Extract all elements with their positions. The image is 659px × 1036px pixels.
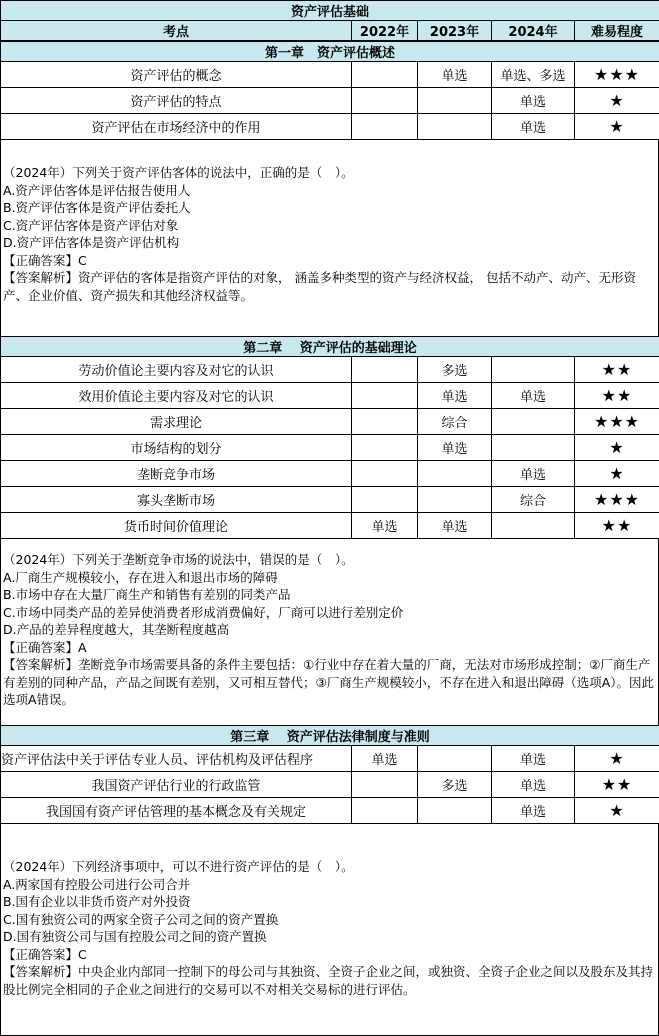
year-2024-cell: 单选 <box>492 772 575 798</box>
topic-cell: 劳动价值论主要内容及对它的认识 <box>1 357 352 383</box>
option-a: A.两家国有控股公司进行公司合并 <box>3 876 656 894</box>
chapter-1-question <box>0 140 659 336</box>
topic-cell: 我国资产评估行业的行政监管 <box>1 772 352 798</box>
year-2022-cell <box>352 357 418 383</box>
difficulty-stars: ★★ <box>575 772 659 798</box>
option-c: C.资产评估客体是资产评估对象 <box>3 217 656 235</box>
table-row <box>1 383 659 409</box>
year-2023-cell: 单选 <box>418 513 492 539</box>
year-2024-cell: 单选 <box>492 461 575 487</box>
difficulty-stars: ★★★ <box>575 409 659 435</box>
year-2024-cell <box>492 513 575 539</box>
table-row <box>1 114 659 140</box>
correct-answer: 【正确答案】C <box>3 946 656 964</box>
topic-cell: 市场结构的划分 <box>1 435 352 461</box>
topic-cell: 资产评估在市场经济中的作用 <box>1 114 352 140</box>
difficulty-stars: ★ <box>575 746 659 772</box>
year-2022-cell <box>352 88 418 114</box>
difficulty-stars: ★★ <box>575 357 659 383</box>
table-row <box>1 772 659 798</box>
topic-cell: 货币时间价值理论 <box>1 513 352 539</box>
option-d: D.资产评估客体是资产评估机构 <box>3 234 656 252</box>
year-2024-cell: 单选 <box>492 88 575 114</box>
table-row <box>1 409 659 435</box>
year-2022-cell <box>352 487 418 513</box>
column-header-difficulty: 难易程度 <box>575 21 659 41</box>
question-stem: （2024年）下列经济事项中，可以不进行资产评估的是（ ）。 <box>3 858 656 876</box>
year-2024-cell: 单选、多选 <box>492 62 575 88</box>
year-2022-cell <box>352 114 418 140</box>
table-row <box>1 461 659 487</box>
difficulty-stars: ★ <box>575 798 659 824</box>
table-row <box>1 435 659 461</box>
chapter-1-table <box>0 41 659 140</box>
answer-analysis: 【答案解析】中央企业内部同一控制下的母公司与其独资、全资子企业之间，或独资、全资子企业之间以及股东及其持股比例完全相同的子企业之间进行的交易可以不对相关交易标的进行评估。 <box>3 963 656 998</box>
document-title: 资产评估基础 <box>1 1 659 21</box>
topic-cell: 寡头垄断市场 <box>1 487 352 513</box>
option-c: C.市场中同类产品的差异使消费者形成消费偏好，厂商可以进行差别定价 <box>3 604 656 622</box>
table-row <box>1 746 659 772</box>
year-2022-cell <box>352 798 418 824</box>
year-2023-cell: 多选 <box>418 772 492 798</box>
year-2023-cell <box>418 461 492 487</box>
option-d: D.国有独资公司与国有控股公司之间的资产置换 <box>3 928 656 946</box>
column-header-2024: 2024年 <box>492 21 575 41</box>
difficulty-stars: ★ <box>575 435 659 461</box>
option-a: A.厂商生产规模较小，存在进入和退出市场的障碍 <box>3 569 656 587</box>
year-2023-cell: 综合 <box>418 409 492 435</box>
topic-cell: 需求理论 <box>1 409 352 435</box>
difficulty-stars: ★★ <box>575 513 659 539</box>
year-2023-cell <box>418 487 492 513</box>
topic-cell: 资产评估的概念 <box>1 62 352 88</box>
year-2024-cell: 单选 <box>492 746 575 772</box>
year-2024-cell <box>492 409 575 435</box>
correct-answer: 【正确答案】C <box>3 252 656 270</box>
chapter-1-title: 第一章 资产评估概述 <box>1 42 659 62</box>
year-2022-cell <box>352 383 418 409</box>
table-row <box>1 513 659 539</box>
year-2022-cell: 单选 <box>352 746 418 772</box>
year-2024-cell: 单选 <box>492 383 575 409</box>
year-2024-cell: 综合 <box>492 487 575 513</box>
year-2022-cell <box>352 772 418 798</box>
year-2024-cell: 单选 <box>492 798 575 824</box>
option-c: C.国有独资公司的两家全资子公司之间的资产置换 <box>3 911 656 929</box>
topic-cell: 资产评估的特点 <box>1 88 352 114</box>
option-d: D.产品的差异程度越大，其垄断程度越高 <box>3 621 656 639</box>
table-row <box>1 357 659 383</box>
chapter-3-title: 第三章 资产评估法律制度与准则 <box>1 726 659 746</box>
year-2022-cell <box>352 461 418 487</box>
answer-analysis: 【答案解析】资产评估的客体是指资产评估的对象， 涵盖多种类型的资产与经济权益， 包括不动产、动产、无形资产、企业价值、资产损失和其他经济权益等。 <box>3 269 656 304</box>
answer-analysis: 【答案解析】垄断竞争市场需要具备的条件主要包括：①行业中存在着大量的厂商，无法对市场形成控制；②厂商生产有差别的同种产品，产品之间既有差别，又可相互替代；③厂商生产规模较小，不存在进入和退出障碍（选项A）。因此选项A错误。 <box>3 656 656 709</box>
year-2023-cell: 单选 <box>418 383 492 409</box>
option-b: B.市场中存在大量厂商生产和销售有差别的同类产品 <box>3 586 656 604</box>
topic-cell: 效用价值论主要内容及对它的认识 <box>1 383 352 409</box>
year-2022-cell <box>352 62 418 88</box>
question-stem: （2024年）下列关于垄断竞争市场的说法中，错误的是（ ）。 <box>3 551 656 569</box>
column-header-topic: 考点 <box>1 21 352 41</box>
year-2022-cell <box>352 435 418 461</box>
year-2022-cell <box>352 409 418 435</box>
year-2023-cell <box>418 798 492 824</box>
option-b: B.国有企业以非货币资产对外投资 <box>3 893 656 911</box>
table-row <box>1 798 659 824</box>
difficulty-stars: ★★ <box>575 383 659 409</box>
chapter-3-table <box>0 725 659 824</box>
chapter-3-question <box>0 824 659 1036</box>
topic-cell: 我国国有资产评估管理的基本概念及有关规定 <box>1 798 352 824</box>
difficulty-stars: ★ <box>575 88 659 114</box>
year-2023-cell: 单选 <box>418 435 492 461</box>
question-stem: （2024年）下列关于资产评估客体的说法中，正确的是（ ）。 <box>3 164 656 182</box>
column-header-2022: 2022年 <box>352 21 418 41</box>
table-row <box>1 487 659 513</box>
year-2024-cell <box>492 435 575 461</box>
difficulty-stars: ★ <box>575 114 659 140</box>
correct-answer: 【正确答案】A <box>3 639 656 657</box>
year-2024-cell: 单选 <box>492 114 575 140</box>
column-header-2023: 2023年 <box>418 21 492 41</box>
difficulty-stars: ★★★ <box>575 62 659 88</box>
year-2023-cell: 多选 <box>418 357 492 383</box>
difficulty-stars: ★★★ <box>575 487 659 513</box>
chapter-2-table <box>0 336 659 539</box>
header-table <box>0 0 659 41</box>
topic-cell: 资产评估法中关于评估专业人员、评估机构及评估程序 <box>1 746 352 772</box>
topic-cell: 垄断竞争市场 <box>1 461 352 487</box>
year-2023-cell <box>418 114 492 140</box>
table-row <box>1 88 659 114</box>
option-b: B.资产评估客体是资产评估委托人 <box>3 199 656 217</box>
year-2022-cell: 单选 <box>352 513 418 539</box>
chapter-2-title: 第二章 资产评估的基础理论 <box>1 337 659 357</box>
year-2024-cell <box>492 357 575 383</box>
year-2023-cell: 单选 <box>418 62 492 88</box>
chapter-2-question <box>0 539 659 725</box>
year-2023-cell <box>418 746 492 772</box>
option-a: A.资产评估客体是评估报告使用人 <box>3 182 656 200</box>
table-row <box>1 62 659 88</box>
year-2023-cell <box>418 88 492 114</box>
difficulty-stars: ★ <box>575 461 659 487</box>
